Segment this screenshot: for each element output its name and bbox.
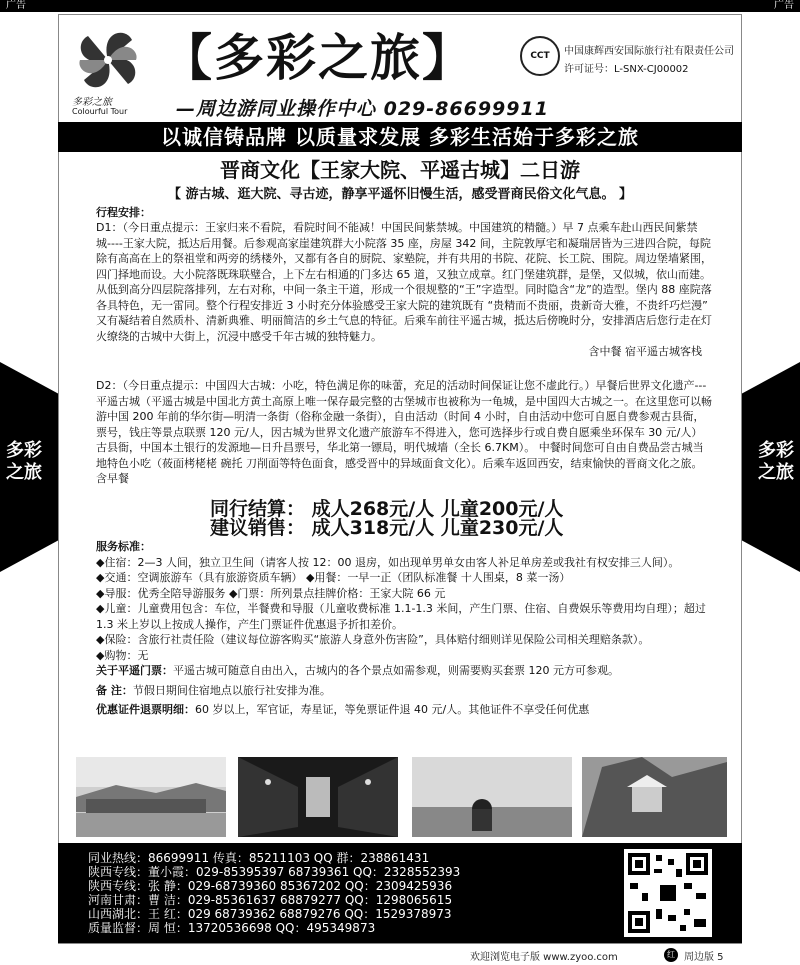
photo-city-wall [412,757,572,837]
photo-courtyard [76,757,226,837]
day2-label: D2： [96,379,123,392]
discount-text: 60 岁以上，军官证，寿星证，等免票证件退 40 元/人。其他证件不享受任何优惠 [195,703,590,716]
remark-note [96,683,712,699]
logo-english-text: Colourful Tour [72,107,128,116]
contact-line: 同业热线：86699911 传真：85211103 QQ 群：238861431 [88,851,430,865]
gate-ticket-note [96,663,712,679]
contact-box [58,843,742,943]
price-trade: 同行结算： 成人268元/人 儿童200元/人 [210,498,564,520]
itinerary-label [96,205,712,221]
footer-badge-icon: 红 [664,948,678,962]
day2-block [96,378,712,487]
logo-chinese-text: 多彩之旅 [72,97,112,108]
footer-section: 周边版 5 [684,952,724,963]
service-transport: ◆交通：空调旅游车（具有旅游资质车辆） ◆用餐：一早一正（团队标准餐 十人围桌，8 菜一汤） [96,571,571,584]
discount-label: 优惠证件退票明细： [96,703,195,716]
photo-temple-cliff [582,757,727,837]
pinwheel-logo-icon [70,22,146,98]
service-block [96,539,712,718]
service-heading: 服务标准： [96,540,151,553]
slogan-bar: 以诚信铸品牌 以质量求发展 多彩生活始于多彩之旅 [58,122,742,152]
gate-ticket-text: 平遥古城可随意自由出入，古城内的各个景点如需参观，则需要购买套票 120 元方可参观。 [173,664,619,677]
service-insurance: ◆保险：含旅行社责任险（建议每位游客购买“旅游人身意外伤害险”，具体赔付细则详见保险公司相关理赔条款）。 [96,633,650,646]
footer-site: 欢迎浏览电子版 www.zyoo.com [470,952,618,963]
itinerary-heading: 行程安排： [96,206,151,219]
day1-tail: 含中餐 宿平遥古城客栈 [588,345,702,358]
license-number: 许可证号：L-SNX-CJ00002 [564,64,689,75]
service-lodging: ◆住宿：2—3 人间，独立卫生间（请客人按 12：00 退房，如出现单男单女由客人补足单房差或我社有权安排三人间）。 [96,555,680,569]
price-retail: 建议销售： 成人318元/人 儿童230元/人 [210,517,564,539]
remark-label: 备 注： [96,683,133,697]
company-name: 中国康辉西安国际旅行社有限责任公司 [564,46,734,57]
service-child: ◆儿童：儿童费用包含：车位，半餐费和导服（儿童收费标准 1.1-1.3 米间，产生门票、住宿、自费娱乐等费用均自理）；超过 1.3 米上岁以上按成人操作，产生门票证件优惠退予折扣差价。 [96,602,706,631]
brand-title: 【多彩之旅】 [162,29,474,87]
contact-line: 河南甘肃：曹 洁：029-85361637 68879277 QQ：1298065615 [88,893,453,907]
ad-label-left: 广告 [6,0,26,11]
contact-line: 陕西专线：张 静：029-68739360 85367202 QQ：2309425936 [88,879,453,893]
contact-line: 山西湖北：王 红：029 68739362 68879276 QQ：1529378973 [88,907,452,921]
day2-text: （今日重点提示：中国四大古城：小吃，特色满足你的味蕾，充足的活动时间保证让您不虚此行。）早餐后世界文化遗产---平遥古城（平遥古城是中国北方黄土高原上唯一保存最完整的古堡城市也被称为一龟城，是中国四大古城之一。在这里您可以畅游中国 200 年前的华尔街—明清一条街（俗称金融一条街），自由活动（时间 4 小时，自由活动中您可自愿自费参观古县衙，票号，钱庄等景点联票 120 元/人，因古城为世界文化遗产旅游车不得进入，您可选择步行或自费自愿乘坐环保车 30 元/人）古县衙，中国本土银行的发源地—日升昌票号，华北第一镖局，明代城墙（全长 6.7KM）。 中餐时间您可自由自费品尝古城当地特色小吃（莜面栲栳栳 碗托 刀削面等特色面食，感受晋中的异域面食文化）。后乘车返回西安，结束愉快的晋商文化之旅。含早餐 [96,379,712,485]
remark-text: 节假日期间住宿地点以旅行社安排为准。 [132,683,331,697]
top-strip [0,0,800,12]
day1-text: （今日重点提示：王家归来不看院，看院时间不能减！中国民间紫禁城。中国建筑的精髓。）早 7 点乘车赴山西民间紫禁城----王家大院，抵达后用餐。后参观高家崖建筑群大小院落 35 座，房屋 342 间，主院敦厚宅和凝瑞居皆为三进四合院，每院除有高高在上的祭祖堂和两旁的绣楼外，又都有各自的厨院、家塾院，并有共用的书院、花院、长工院、围院。周边堡墙紧围，四门择地而设。大小院落既珠联璧合，上下左右相通的门多达 65 道，又独立成章。红门堡建筑群，是堡，又似城，依山而建。从低到高分四层院落排列，左右对称，中间一条主干道，形成一个很规整的“王”字造型。同时隐含“龙”的造型。堡内 88 座院落各具特色，无一雷同。整个行程安排近 3 小时充分体验感受王家大院的建筑既有 “贵精而不贵丽，贵新奇大雅，不贵纤巧烂漫” 又有凝结着自然质朴、清新典雅、明丽简洁的乡土气息的特征。后乘车前往平遥古城，抵达后傍晚时分，安排酒店后您行走在灯火缭绕的古城中大街上，沉浸中感受千年古城的独特魅力。 [96,221,712,343]
photo-ancient-street [238,757,398,837]
day1-label: D1： [96,221,123,234]
service-guide: ◆导服：优秀全陪导游服务 ◆门票：所列景点挂牌价格：王家大院 66 元 [96,586,446,600]
tour-title: 晋商文化【王家大院、平遥古城】二日游 [220,158,580,182]
tour-subtitle: 【 游古城、逛大院、寻古迹，静享平遥怀旧慢生活，感受晋商民俗文化气息。 】 [167,187,633,202]
service-shopping: ◆购物：无 [96,648,149,662]
gate-ticket-label: 关于平遥门票： [96,664,173,677]
side-text-left: 多彩之旅 [6,440,42,483]
discount-note [96,702,712,718]
contact-line: 陕西专线：董小霞：029-85395397 68739361 QQ：2328552393 [88,865,461,879]
contact-line: 质量监督：周 恒：13720536698 QQ：495349873 [88,921,376,935]
ad-label-right: 广告 [774,0,794,11]
qr-code-icon [624,849,712,937]
center-hotline: —周边游同业操作中心 029-86699911 [176,98,549,120]
day1-block [96,220,712,360]
cct-badge-icon: CCT [520,36,560,76]
side-text-right: 多彩之旅 [758,440,794,483]
